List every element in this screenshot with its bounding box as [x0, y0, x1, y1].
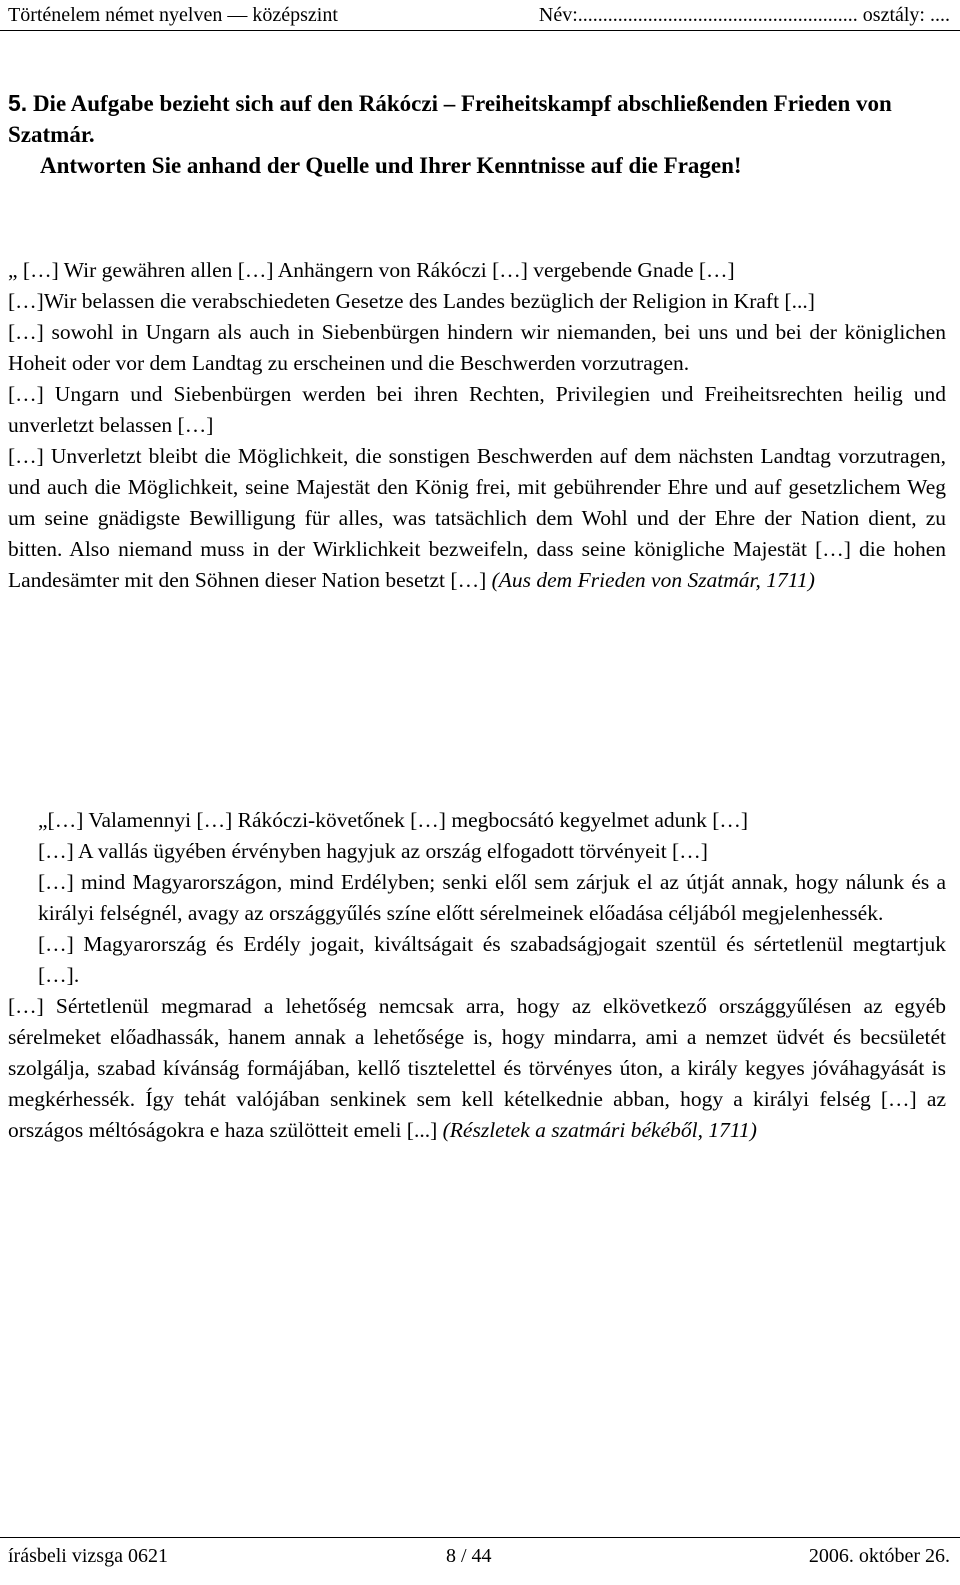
source-hu-citation: (Részletek a szatmári békéből, 1711) [442, 1118, 757, 1142]
footer-divider [0, 1537, 960, 1538]
source-hu-paragraph-4: […] Magyarország és Erdély jogait, kiváltságait és szabadságjogait szentül és sértetlenül megtartjuk […]. [38, 932, 946, 987]
source-de-paragraph-5-text: […] Unverletzt bleibt die Möglichkeit, die sonstigen Beschwerden auf dem nächsten Landtag vorzutragen, und auch die Möglichkeit, seine Majestät den König frei, mit gebührender Ehre und auf gesetzlichem Weg um seine gnädigste Bewilligung für alles, was tatsächlich dem Wohl und der Ehre der Nation dient, zu bitten. Also niemand muss in der Wirklichkeit bezweifeln, dass seine königliche Majestät […] die hohen Landesämter mit den Söhnen dieser Nation besetzt […] [8, 444, 946, 592]
source-hu-paragraph-1: „[…] Valamennyi […] Rákóczi-követőnek […] megbocsátó kegyelmet adunk […] [38, 808, 749, 832]
source-de-paragraph-3: […] sowohl in Ungarn als auch in Siebenbürgen hindern wir niemanden, bei uns und bei der königlichen Hoheit oder vor dem Landtag zu erscheinen und die Beschwerden vorzutragen. [8, 320, 946, 375]
footer-page-number: 8 / 44 [446, 1545, 492, 1567]
source-de-citation: (Aus dem Frieden von Szatmár, 1711) [491, 568, 815, 592]
source-hu-paragraph-5-text: […] Sértetlenül megmarad a lehetőség nemcsak arra, hogy az elkövetkező országgyűlésen az egyéb sérelmeket előadhassák, hanem annak a lehetősége is, hogy mindarra, ami a nemzet üdvét és becsületét szolgálja, szabad kívánság formájában, kellő tisztelettel és törvényes úton, a király kegyes jóváhagyását is megkérhessék. Így tehát valójában senkinek sem kell kételkednie abban, hogy a királyi felség […] az országos méltóságokra e haza szülötteit emeli [...] [8, 994, 946, 1142]
header-subject: Történelem német nyelven — középszint [8, 4, 338, 26]
footer-date: 2006. október 26. [808, 1545, 950, 1567]
question-heading [8, 88, 948, 181]
source-hu-paragraph-2: […] A vallás ügyében érvényben hagyjuk az ország elfogadott törvényeit […] [38, 839, 708, 863]
source-hungarian [8, 805, 946, 1146]
question-instruction: Antworten Sie anhand der Quelle und Ihrer Kenntnisse auf die Fragen! [40, 153, 742, 178]
source-de-paragraph-2: […]Wir belassen die verabschiedeten Gesetze des Landes bezüglich der Religion in Kraft [...] [8, 289, 815, 313]
source-de-paragraph-5 [8, 441, 946, 596]
page-header [0, 0, 960, 31]
header-name-class-field: Név:........................................................ osztály: .... [538, 4, 950, 26]
source-de-paragraph-4: […] Ungarn und Siebenbürgen werden bei ihren Rechten, Privilegien und Freiheitsrechten heilig und unverletzt belassen […] [8, 382, 946, 437]
question-number: 5. [8, 90, 28, 116]
footer-exam-code: írásbeli vizsga 0621 [8, 1545, 168, 1567]
source-hu-paragraph-5 [8, 991, 946, 1146]
question-title: Die Aufgabe bezieht sich auf den Rákóczi – Freiheitskampf abschließenden Frieden von Szatmár. [8, 91, 892, 147]
source-de-paragraph-1: „ […] Wir gewähren allen […] Anhängern von Rákóczi […] vergebende Gnade […] [8, 258, 735, 282]
source-hu-paragraph-3: […] mind Magyarországon, mind Erdélyben; senki elől sem zárjuk el az útját annak, hogy nálunk és a királyi felségnél, avagy az országgyűlés színe előtt sérelmeinek előadása céljából megjelenhessék. [38, 870, 946, 925]
source-german [8, 255, 946, 596]
